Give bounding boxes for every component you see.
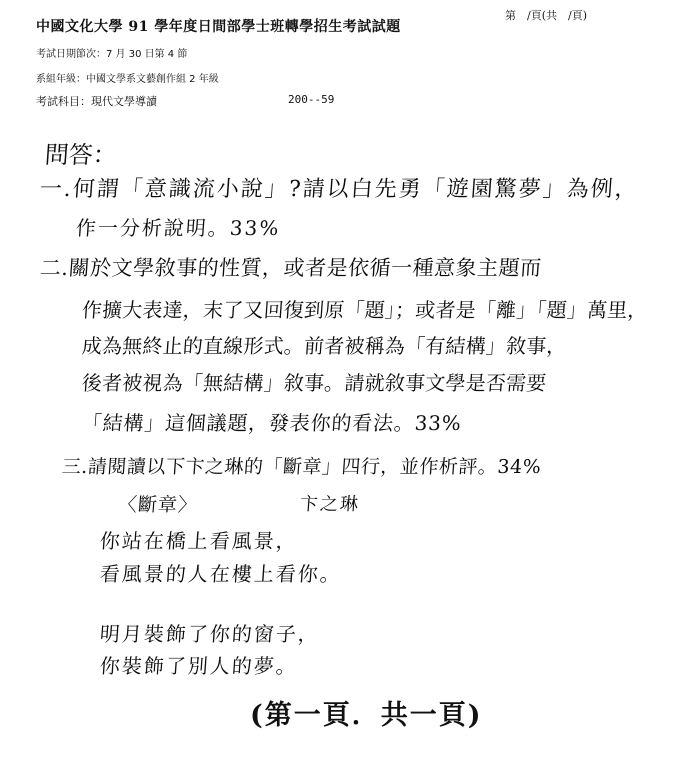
exam-title: 中國文化大學 91 學年度日間部學士班轉學招生考試試題	[36, 19, 401, 35]
question-1-line-2: 作一分析說明。33%	[75, 216, 282, 240]
poem-author: 卞之琳	[299, 494, 361, 515]
section-heading: 問答：	[43, 141, 118, 169]
exam-time: 考試日期節次：7 月 30 日第 4 節	[36, 49, 188, 60]
subject-line: 考試科目：現代文學導讀	[36, 95, 157, 108]
question-2-line-2: 作擴大表達，末了又回復到原「題」；或者是「離」「題」萬里，	[81, 298, 649, 322]
question-2-line-3: 成為無終止的直線形式。前者被稱為「有結構」敘事，	[81, 334, 568, 358]
poem-line-3: 明月裝飾了你的窗子，	[99, 622, 321, 646]
poem-title: 〈斷章〉	[117, 494, 199, 516]
question-3: 三.請閱讀以下卞之琳的「斷章」四行，並作析評。34%	[61, 456, 542, 478]
page-indicator: 第 /頁(共 /頁)	[505, 9, 587, 22]
question-2-line-4: 後者被視為「無結構」敘事。請就敘事文學是否需要	[81, 371, 548, 395]
question-2-line-5: 「結構」這個議題，發表你的看法。33%	[81, 411, 463, 435]
poem-line-1: 你站在橋上看風景，	[99, 529, 299, 553]
exam-code: 200--59	[288, 93, 335, 106]
poem-line-2: 看風景的人在樓上看你。	[99, 562, 343, 586]
question-2-line-1: 二.關於文學敘事的性質，或者是依循一種意象主題而	[39, 256, 543, 280]
page-footer: (第一頁．共一頁)	[250, 700, 483, 731]
question-1-line-1: 一.何謂「意識流小說」?請以白先勇「遊園驚夢」為例，	[38, 177, 640, 202]
poem-line-4: 你裝飾了別人的夢。	[99, 654, 299, 678]
department-line: 系組年級：中國文學系文藝創作組 2 年級	[36, 74, 219, 85]
